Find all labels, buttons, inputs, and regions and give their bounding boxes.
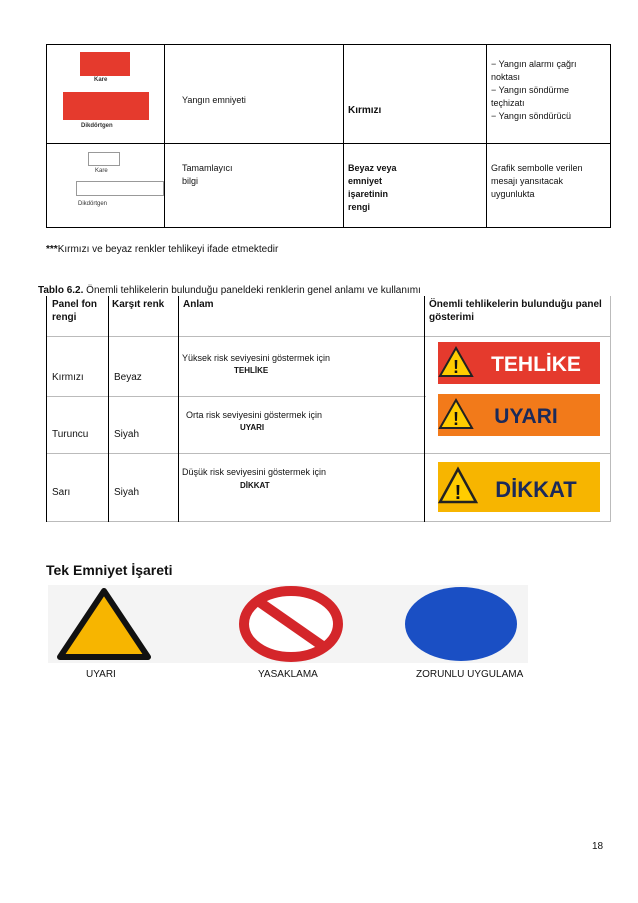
mandatory-circle-sign-icon bbox=[402, 585, 520, 663]
usage-fire-list: − Yangın alarmı çağrı noktası − Yangın söndürme teçhizatı − Yangın söndürücü bbox=[491, 59, 577, 121]
sign-label-mandatory: ZORUNLU UYGULAMA bbox=[416, 669, 524, 680]
row-orange-contrast: Siyah bbox=[114, 429, 140, 440]
header-panel-bg: Panel fon rengi bbox=[52, 299, 98, 323]
row-orange-meaning: Orta risk seviyesini göstermek için bbox=[186, 410, 323, 420]
meaning-complementary: Tamamlayıcı bilgi bbox=[182, 163, 233, 186]
prohibition-sign-icon bbox=[236, 585, 346, 663]
usage-graphic: Grafik sembolle verilen mesajı yansıtacak uygunlukta bbox=[491, 163, 583, 199]
color-red-label: Kırmızı bbox=[348, 105, 382, 116]
shape-label-rectangle-2: Dikdörtgen bbox=[78, 201, 108, 207]
row-red-meaning: Yüksek risk seviyesini göstermek için bbox=[182, 353, 331, 363]
meaning-fire-safety: Yangın emniyeti bbox=[182, 95, 246, 105]
row-yellow-keyword: DİKKAT bbox=[240, 481, 270, 490]
safety-signs-strip bbox=[48, 585, 528, 663]
svg-text:!: ! bbox=[453, 357, 459, 377]
section-title: Tek Emniyet İşareti bbox=[46, 562, 173, 578]
svg-text:!: ! bbox=[454, 482, 462, 504]
warning-triangle-sign-icon bbox=[56, 587, 152, 661]
shape-label-rectangle: Dikdörtgen bbox=[81, 123, 113, 129]
color-white-label: Beyaz veya emniyet işaretinin rengi bbox=[348, 163, 397, 212]
red-square-sign bbox=[80, 52, 130, 76]
white-square-sign bbox=[88, 152, 120, 166]
header-meaning: Anlam bbox=[183, 299, 214, 310]
note-text: Kırmızı ve beyaz renkler tehlikeyi ifade etmektedir bbox=[57, 244, 279, 255]
row-orange-keyword: UYARI bbox=[240, 423, 265, 432]
sign-label-prohibition: YASAKLAMA bbox=[258, 669, 318, 680]
row-red-keyword: TEHLİKE bbox=[234, 366, 269, 375]
svg-text:!: ! bbox=[453, 409, 459, 429]
uyari-sign bbox=[436, 392, 602, 438]
row-yellow-contrast: Siyah bbox=[114, 487, 140, 498]
row-yellow-bg: Sarı bbox=[52, 487, 71, 498]
header-panel-display: Önemli tehlikelerin bulunduğu panel gösterimi bbox=[429, 299, 602, 323]
table-caption bbox=[38, 284, 421, 297]
caption-text: Önemli tehlikelerin bulunduğu paneldeki renklerin genel anlamı ve kullanımı bbox=[86, 285, 421, 296]
caption-label: Tablo 6.2. bbox=[38, 285, 84, 296]
row-orange-bg: Turuncu bbox=[52, 429, 89, 440]
row-red-contrast: Beyaz bbox=[114, 372, 142, 383]
tehlike-sign-text: TEHLİKE bbox=[491, 353, 581, 376]
uyari-sign-text: UYARI bbox=[494, 405, 558, 428]
shape-label-square-2: Kare bbox=[95, 168, 108, 174]
white-rectangle-sign bbox=[76, 181, 164, 196]
tehlike-sign bbox=[436, 340, 602, 386]
dikkat-sign-text: DİKKAT bbox=[495, 477, 577, 502]
note-stars: *** bbox=[46, 244, 58, 255]
shape-label-square: Kare bbox=[94, 77, 108, 83]
page-number: 18 bbox=[592, 841, 604, 852]
row-yellow-meaning: Düşük risk seviyesini göstermek için bbox=[182, 467, 327, 477]
note-line bbox=[46, 243, 278, 256]
dikkat-sign bbox=[436, 460, 602, 514]
row-red-bg: Kırmızı bbox=[52, 372, 84, 383]
red-rectangle-sign bbox=[63, 92, 149, 120]
header-contrast: Karşıt renk bbox=[112, 299, 165, 310]
sign-label-warning: UYARI bbox=[86, 669, 116, 680]
